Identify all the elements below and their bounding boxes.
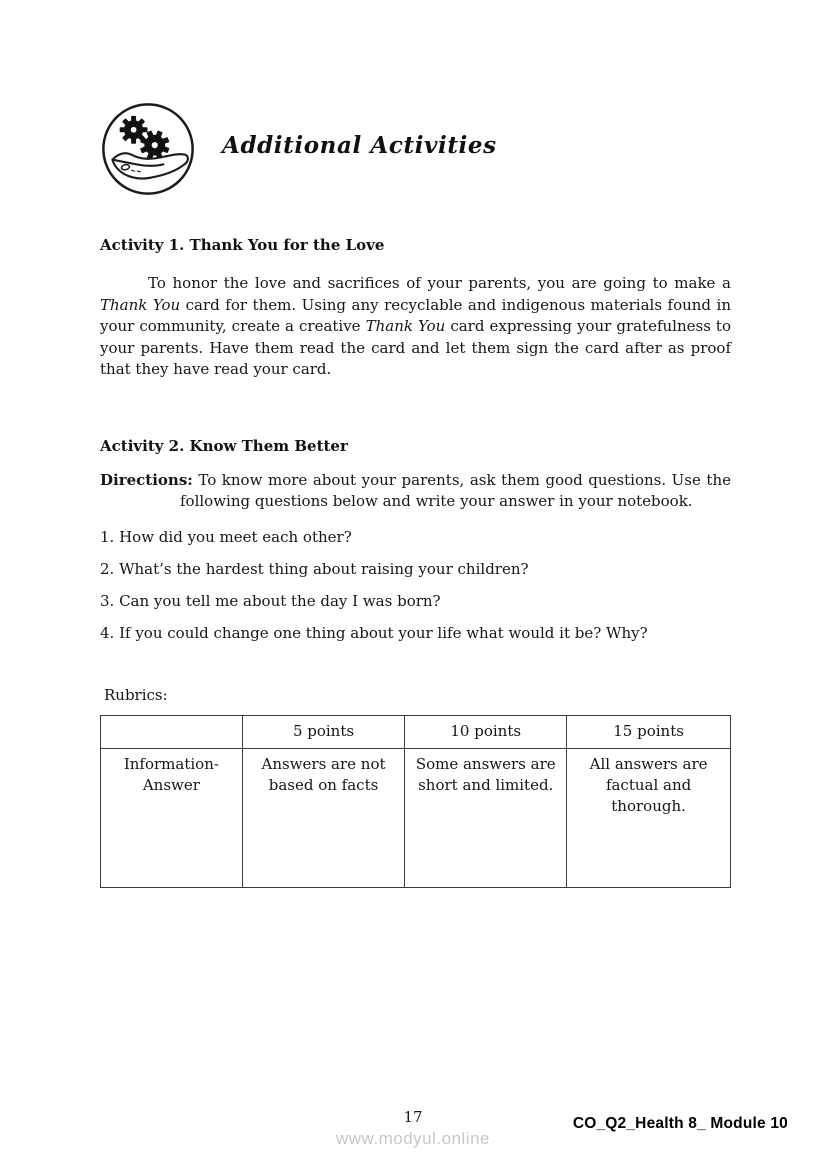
page-title: Additional Activities bbox=[222, 131, 497, 159]
activity1-text-1: To honor the love and sacrifices of your parents, you are going to make a bbox=[148, 274, 731, 292]
table-header-cell-blank bbox=[101, 716, 243, 749]
activity1-text-2: card for them. Using any recyclable and indigenous materials found in your community, create a creative bbox=[100, 295, 731, 335]
directions-paragraph bbox=[100, 470, 731, 513]
table-header-cell-5points: 5 points bbox=[242, 716, 405, 749]
activity1-italic-1: Thank You bbox=[100, 295, 181, 314]
module-label: CO_Q2_Health 8_ Module 10 bbox=[572, 1115, 788, 1132]
activity1-heading: Activity 1. Thank You for the Love bbox=[100, 236, 385, 254]
hand-with-gears-icon bbox=[100, 100, 196, 198]
table-cell-10points: Some answers are short and limited. bbox=[405, 749, 567, 888]
activity2-heading: Activity 2. Know Them Better bbox=[100, 436, 348, 455]
table-cell-5points: Answers are not based on facts bbox=[242, 749, 405, 888]
activity1-italic-2: Thank You bbox=[365, 317, 446, 335]
rubrics-table bbox=[100, 715, 731, 888]
activity1-paragraph bbox=[100, 273, 731, 381]
question-list bbox=[100, 527, 731, 645]
page-footer bbox=[0, 1108, 826, 1149]
table-cell-criterion: Information- Answer bbox=[101, 749, 243, 888]
section-header bbox=[100, 100, 731, 198]
question-item-3: 3. Can you tell me about the day I was born? bbox=[100, 591, 441, 610]
question-item-4: 4. If you could change one thing about your life what would it be? Why? bbox=[100, 623, 648, 642]
directions-text: To know more about your parents, ask them good questions. Use the following questions below and write your answer in your notebook. bbox=[180, 470, 731, 510]
table-cell-15points: All answers are factual and thorough. bbox=[567, 749, 731, 888]
activity1-text-3: card expressing your gratefulness to your parents. Have them read the card and let them sign the card after as proof that they have read your card. bbox=[100, 317, 731, 378]
page-number: 17 bbox=[403, 1108, 423, 1126]
table-header-cell-15points: 15 points bbox=[567, 716, 731, 749]
table-header-row bbox=[101, 716, 731, 749]
table-header-cell-10points: 10 points bbox=[405, 716, 567, 749]
directions-label: Directions: bbox=[100, 470, 193, 489]
page-content bbox=[100, 0, 731, 888]
question-item-1: 1. How did you meet each other? bbox=[100, 527, 352, 546]
table-row bbox=[101, 749, 731, 888]
question-item-2: 2. What’s the hardest thing about raising your children? bbox=[100, 559, 529, 578]
watermark-text: www.modyul.online bbox=[335, 1129, 490, 1148]
rubrics-label: Rubrics: bbox=[104, 686, 168, 704]
